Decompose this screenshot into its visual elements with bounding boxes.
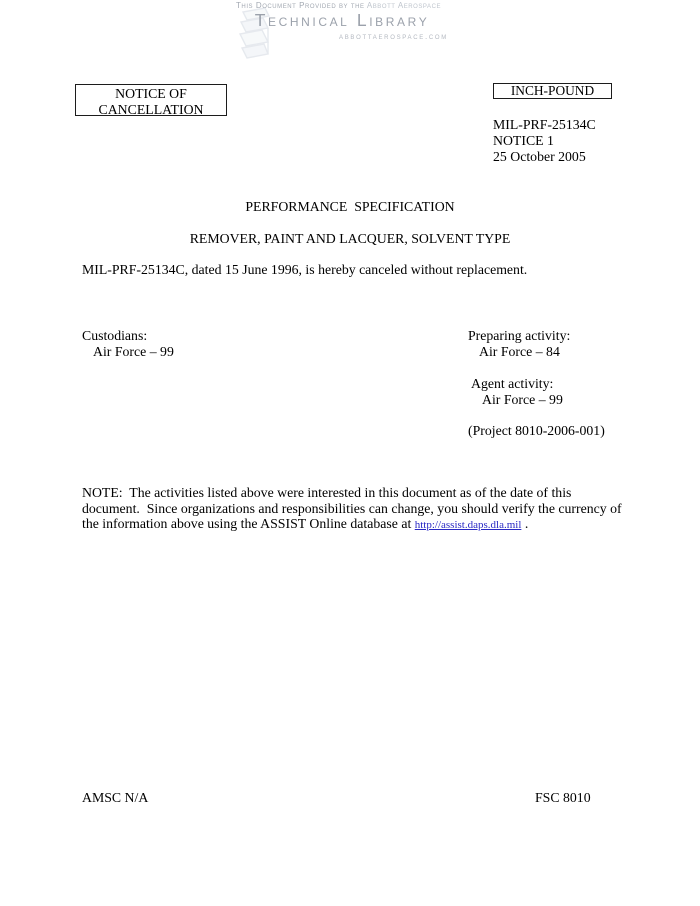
document-number: MIL-PRF-25134C bbox=[493, 117, 596, 132]
project-number: (Project 8010-2006-001) bbox=[468, 423, 605, 438]
preparing-activity-label: Preparing activity: bbox=[468, 328, 571, 343]
notice-of-cancellation-box bbox=[75, 84, 227, 116]
agent-activity-item: Air Force – 99 bbox=[482, 392, 563, 407]
note-paragraph bbox=[82, 485, 625, 534]
document-id-block bbox=[493, 117, 596, 166]
fsc-code: FSC 8010 bbox=[535, 790, 591, 805]
cancellation-statement: MIL-PRF-25134C, dated 15 June 1996, is hereby canceled without replacement. bbox=[82, 262, 528, 277]
header-library-title: Technical Library bbox=[254, 10, 430, 30]
agent-activity-block bbox=[471, 376, 563, 408]
assist-database-link[interactable]: http://assist.daps.dla.mil bbox=[414, 519, 522, 532]
note-text-after-link: . bbox=[521, 516, 529, 532]
inch-pound-box: INCH-POUND bbox=[493, 83, 612, 99]
document-date: 25 October 2005 bbox=[493, 149, 586, 165]
header-provided-brand: Abbott Aerospace bbox=[366, 1, 442, 10]
spec-title-line2: REMOVER, PAINT AND LACQUER, SOLVENT TYPE bbox=[189, 231, 511, 246]
custodians-label: Custodians: bbox=[82, 328, 148, 343]
header-watermark bbox=[236, 1, 448, 41]
amsc-code: AMSC N/A bbox=[82, 790, 149, 805]
notice-box-line2: CANCELLATION bbox=[98, 101, 204, 117]
custodian-item: Air Force – 99 bbox=[93, 344, 174, 359]
agent-activity-label: Agent activity: bbox=[471, 376, 554, 391]
header-provided-prefix: This Document Provided by the bbox=[236, 1, 367, 10]
notice-box-line1: NOTICE OF bbox=[115, 86, 187, 101]
header-site-url: abbottaerospace.com bbox=[339, 32, 448, 41]
custodians-block bbox=[82, 328, 174, 360]
preparing-activity-block bbox=[468, 328, 570, 360]
spec-title-line1: PERFORMANCE SPECIFICATION bbox=[245, 199, 455, 214]
header-provided-line bbox=[236, 1, 448, 10]
preparing-activity-item: Air Force – 84 bbox=[479, 344, 560, 359]
document-notice-number: NOTICE 1 bbox=[493, 133, 554, 149]
note-text-before-link: NOTE: The activities listed above were interested in this document as of the date of this document. Since organizations and responsibilities can change, you should verify the currency of the information above using the ASSIST Online database at bbox=[82, 485, 626, 532]
